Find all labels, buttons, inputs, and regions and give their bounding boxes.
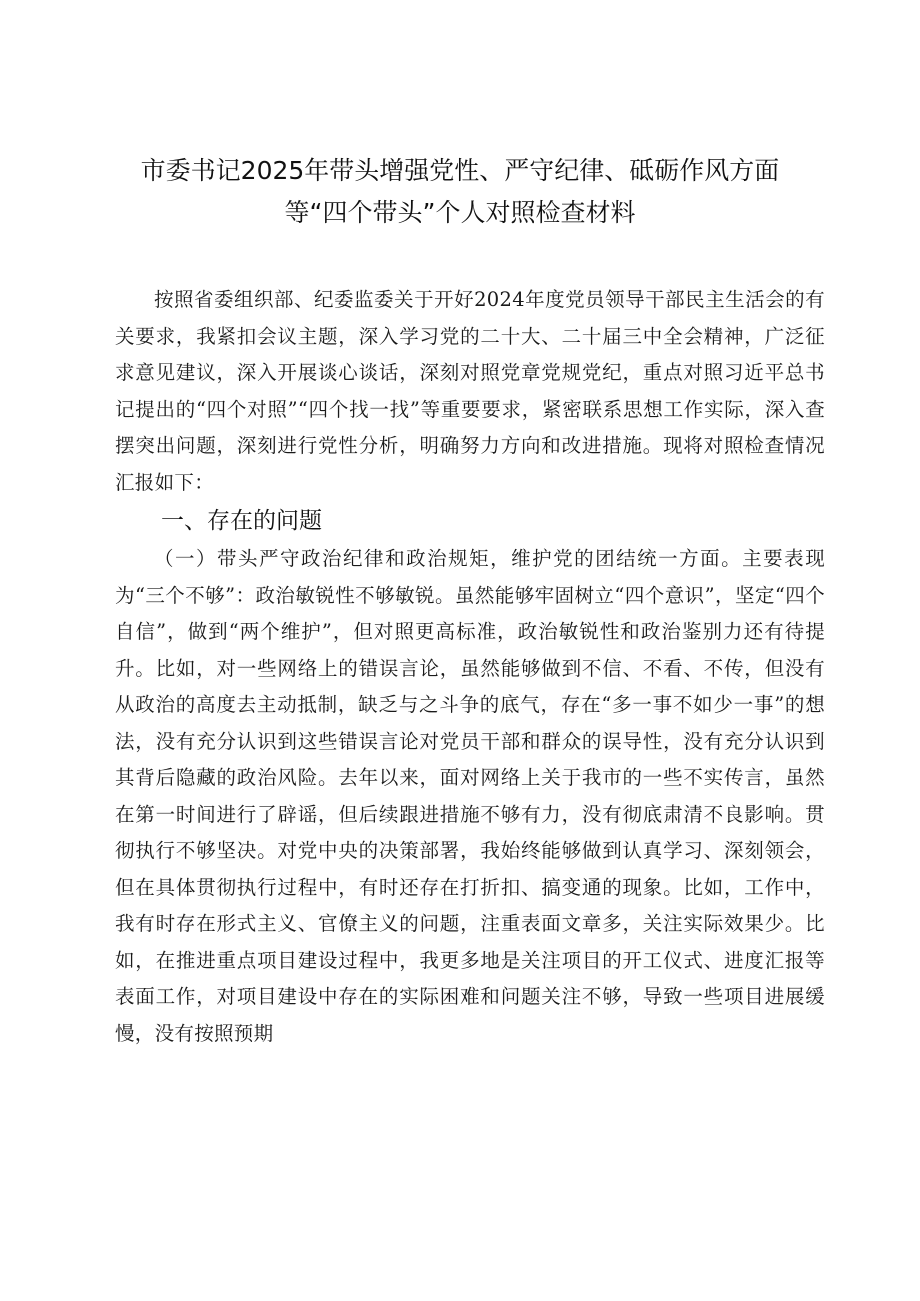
intro-paragraph: 按照省委组织部、纪委监委关于开好2024年度党员领导干部民主生活会的有关要求，我紧扣会议主题，深入学习党的二十大、二十届三中全会精神，广泛征求意见建议，深入开展谈心谈话，深刻对照党章党规党纪，重点对照习近平总书记提出的“四个对照”“四个找一找”等重要要求，紧密联系思想工作实际，深入查摆突出问题，深刻进行党性分析，明确努力方向和改进措施。现将对照检查情况汇报如下： bbox=[115, 288, 825, 494]
document-body bbox=[115, 282, 825, 1052]
section-heading: 一、存在的问题 bbox=[161, 508, 322, 534]
document-title: 市委书记2025年带头增强党性、严守纪律、砥砺作风方面等“四个带头”个人对照检查材料 bbox=[140, 156, 780, 227]
section-paragraph: （一）带头严守政治纪律和政治规矩，维护党的团结统一方面。主要表现为“三个不够”：政治敏锐性不够敏锐。虽然能够牢固树立“四个意识”，坚定“四个自信”，做到“两个维护”，但对照更高标准，政治敏锐性和政治鉴别力还有待提升。比如，对一些网络上的错误言论，虽然能够做到不信、不看、不传，但没有从政治的高度去主动抵制，缺乏与之斗争的底气，存在“多一事不如少一事”的想法，没有充分认识到这些错误言论对党员干部和群众的误导性，没有充分认识到其背后隐藏的政治风险。去年以来，面对网络上关于我市的一些不实传言，虽然在第一时间进行了辟谣，但后续跟进措施不够有力，没有彻底肃清不良影响。贯彻执行不够坚决。对党中央的决策部署，我始终能够做到认真学习、深刻领会，但在具体贯彻执行过程中，有时还存在打折扣、搞变通的现象。比如，工作中，我有时存在形式主义、官僚主义的问题，注重表面文章多，关注实际效果少。比如，在推进重点项目建设过程中，我更多地是关注项目的开工仪式、进度汇报等表面工作，对项目建设中存在的实际困难和问题关注不够，导致一些项目进展缓慢，没有按照预期 bbox=[115, 547, 825, 1045]
